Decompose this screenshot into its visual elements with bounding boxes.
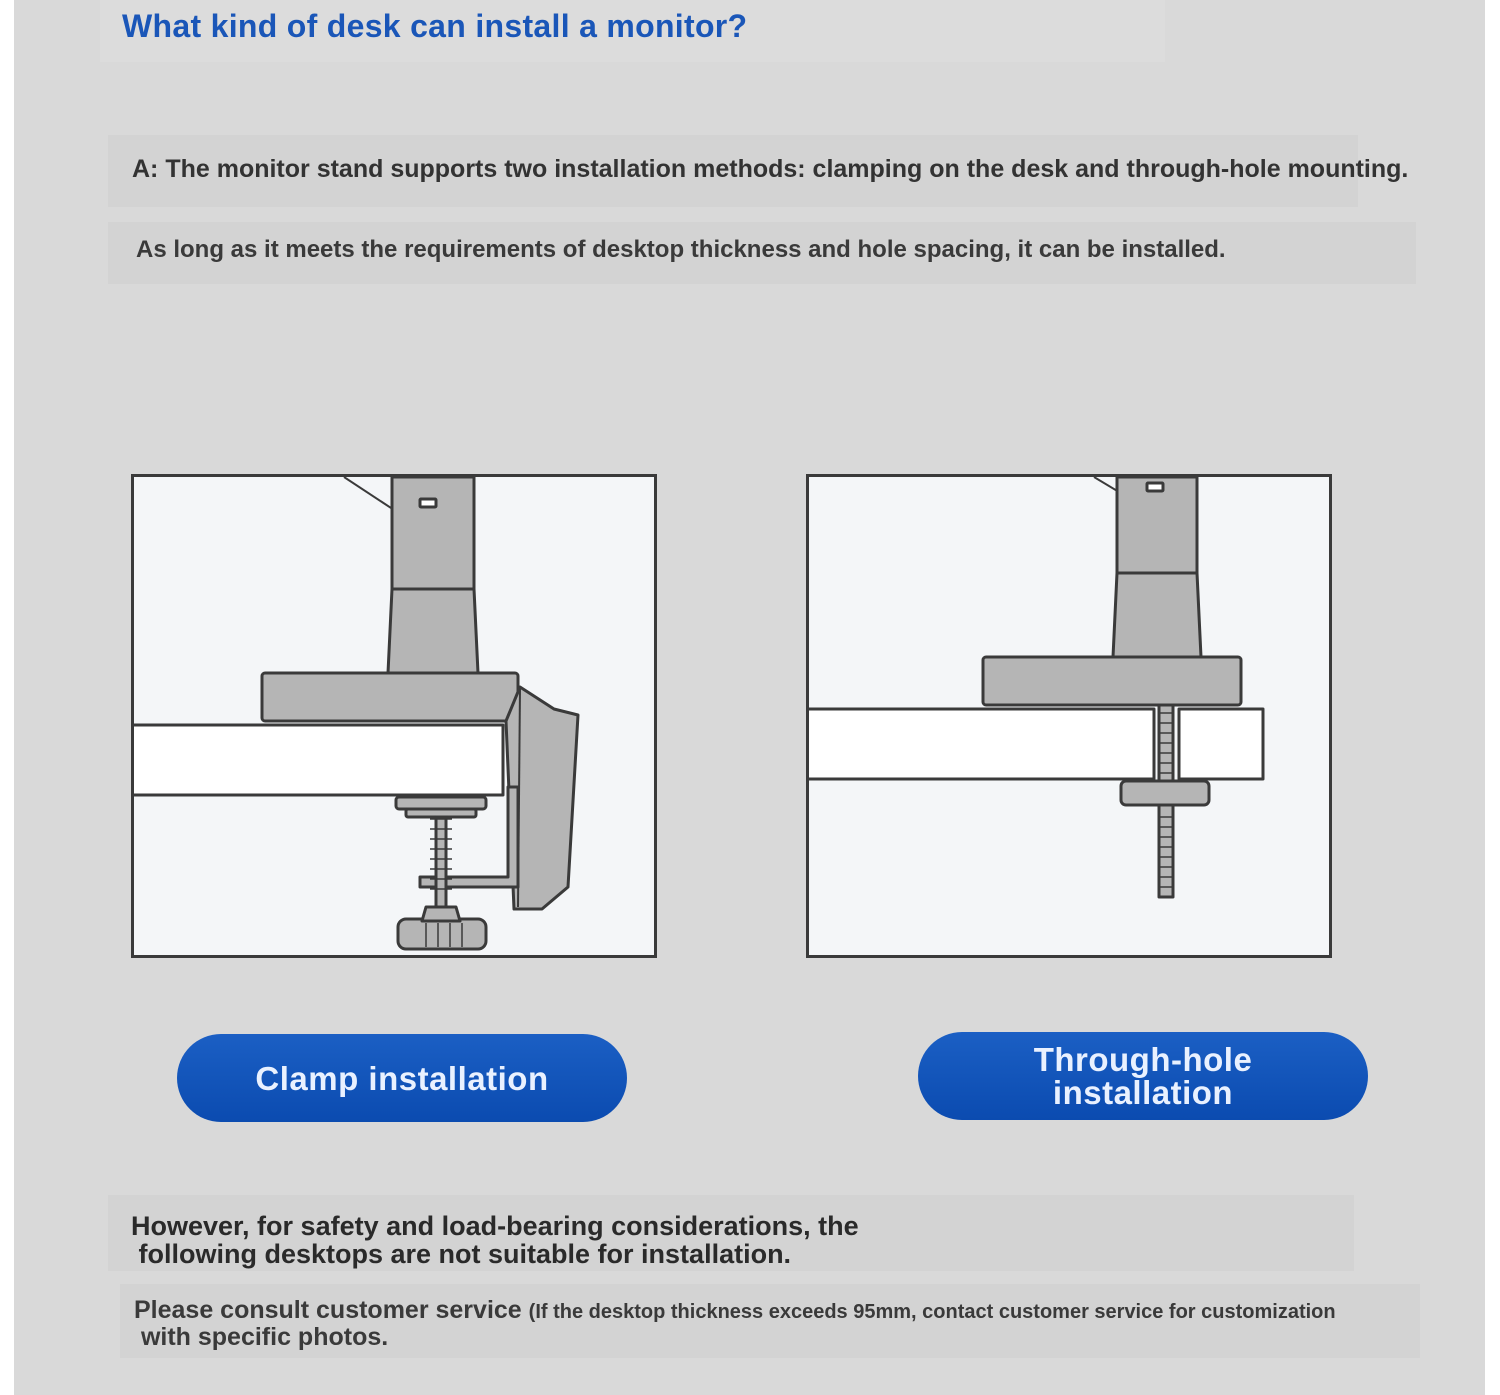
clamp-installation-button[interactable] bbox=[177, 1034, 627, 1122]
warning-text bbox=[131, 1212, 859, 1268]
page-title: What kind of desk can install a monitor? bbox=[122, 8, 748, 44]
through-hole-diagram bbox=[806, 474, 1332, 958]
clamp-installation-label: Clamp installation bbox=[255, 1059, 549, 1097]
bottom-plate bbox=[1121, 781, 1209, 805]
desk-slab-right bbox=[1179, 709, 1263, 779]
consult-main: Please consult customer service bbox=[134, 1296, 529, 1324]
consult-line-2: with specific photos. bbox=[134, 1323, 389, 1351]
consult-text bbox=[134, 1298, 1336, 1350]
warning-line-2: following desktops are not suitable for installation. bbox=[131, 1239, 792, 1269]
pressure-pad bbox=[396, 797, 486, 809]
upper-pole bbox=[392, 477, 474, 589]
clamp-mount-illustration bbox=[134, 477, 654, 955]
intro-line-2: As long as it meets the requirements of desktop thickness and hole spacing, it can be installed. bbox=[136, 236, 1226, 263]
clamp-diagram bbox=[131, 474, 657, 958]
through-hole-label-line-2: installation bbox=[1052, 1074, 1234, 1111]
clamp-screw bbox=[436, 817, 446, 907]
intro-line-1: A: The monitor stand supports two installation methods: clamping on the desk and through-hole mounting. bbox=[132, 155, 1409, 183]
lower-pole bbox=[388, 589, 478, 673]
clamp-knob bbox=[398, 919, 486, 949]
consult-note: (If the desktop thickness exceeds 95mm, contact customer service for customization bbox=[528, 1301, 1336, 1323]
lower-pole bbox=[1113, 573, 1201, 657]
pole-slot bbox=[420, 499, 436, 507]
base-plate bbox=[262, 673, 518, 721]
pole-slot bbox=[1147, 483, 1163, 491]
through-hole-mount-illustration bbox=[809, 477, 1329, 955]
through-hole-label-line-1: Through-hole bbox=[1033, 1041, 1253, 1078]
desk-slab bbox=[134, 725, 503, 795]
base-plate bbox=[983, 657, 1241, 705]
desk-slab-left bbox=[809, 709, 1154, 779]
through-hole-installation-button[interactable] bbox=[918, 1032, 1368, 1120]
warning-line-1: However, for safety and load-bearing considerations, the bbox=[131, 1211, 859, 1241]
